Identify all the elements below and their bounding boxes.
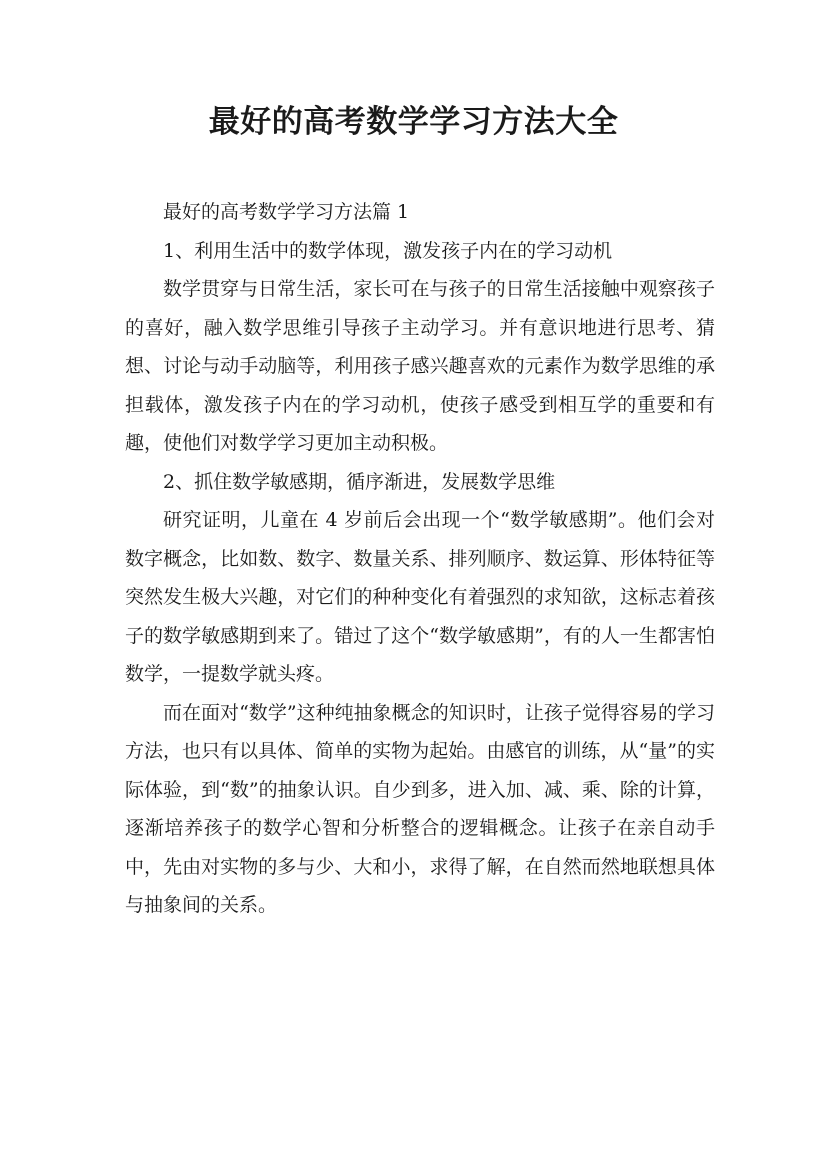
- point-1-paragraph: 数学贯穿与日常生活，家长可在与孩子的日常生活接触中观察孩子的喜好，融入数学思维引导孩子主动学习。并有意识地进行思考、猜想、讨论与动手动脑等，利用孩子感兴趣喜欢的元素作为数学思维的承担载体，激发孩子内在的学习动机，使孩子感受到相互学的重要和有趣，使他们对数学学习更加主动积极。: [125, 278, 715, 454]
- point-2-heading: 2、抓住数学敏感期，循序渐进，发展数学思维: [163, 470, 556, 493]
- point-1-heading: 1、利用生活中的数学体现，激发孩子内在的学习动机: [163, 239, 613, 262]
- document-title: 最好的高考数学学习方法大全: [208, 104, 619, 140]
- point-2-paragraph-2: 而在面对“数学”这种纯抽象概念的知识时，让孩子觉得容易的学习方法，也只有以具体、简单的实物为起始。由感官的训练，从“量”的实际体验，到“数”的抽象认识。自少到多，进入加、减、乘、除的计算，逐渐培养孩子的数学心智和分析整合的逻辑概念。让孩子在亲自动手中，先由对实物的多与少、大和小，求得了解，在自然而然地联想具体与抽象间的关系。: [125, 701, 715, 916]
- document-body: [125, 193, 715, 925]
- point-2-paragraph-1: 研究证明，儿童在 4 岁前后会出现一个“数学敏感期”。他们会对数字概念，比如数、数字、数量关系、排列顺序、数运算、形体特征等突然发生极大兴趣，对它们的种种变化有着强烈的求知欲，这标志着孩子的数学敏感期到来了。错过了这个“数学敏感期”，有的人一生都害怕数学，一提数学就头疼。: [125, 509, 715, 685]
- section-heading: 最好的高考数学学习方法篇 1: [163, 201, 410, 223]
